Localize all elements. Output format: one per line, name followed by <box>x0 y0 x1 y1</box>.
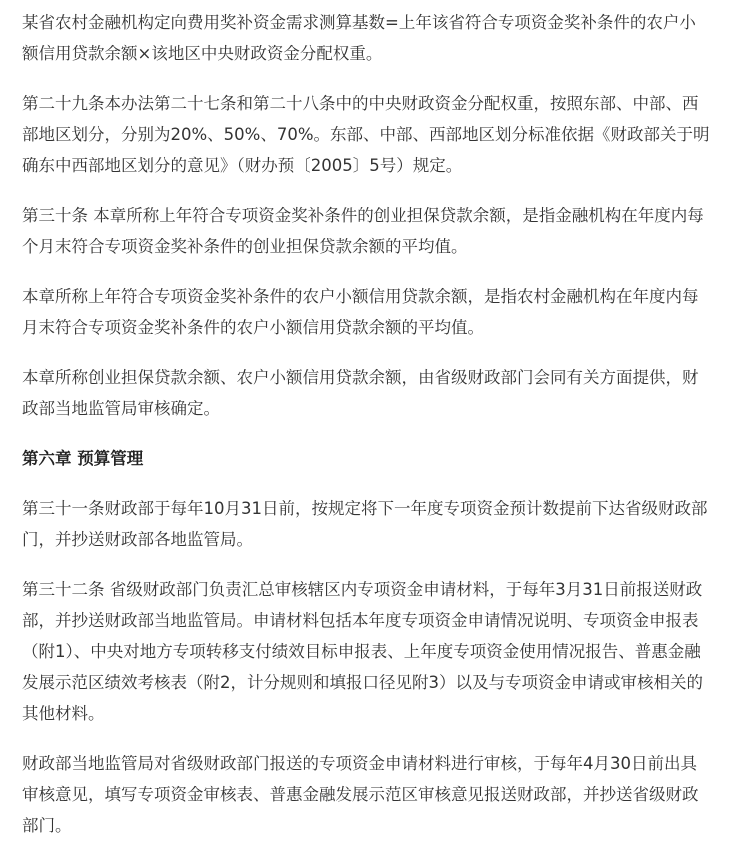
paragraph-audit-review: 财政部当地监管局对省级财政部门报送的专项资金申请材料进行审核，于每年4月30日前出具审核意见，填写专项资金审核表、普惠金融发展示范区审核意见报送财政部，并抄送省级财政部门。 <box>22 754 699 835</box>
paragraph-article-30: 第三十条 本章所称上年符合专项资金奖补条件的创业担保贷款余额，是指金融机构在年度内每个月末符合专项资金奖补条件的创业担保贷款余额的平均值。 <box>22 206 704 256</box>
paragraph-article-29: 第二十九条本办法第二十七条和第二十八条中的中央财政资金分配权重，按照东部、中部、西部地区划分，分别为20%、50%、70%。东部、中部、西部地区划分标准依据《财政部关于明确东中西部地区划分的意见》（财办预〔2005〕5号）规定。 <box>22 94 710 175</box>
paragraph-article-31: 第三十一条财政部于每年10月31日前，按规定将下一年度专项资金预计数提前下达省级财政部门，并抄送财政部各地监管局。 <box>22 499 708 549</box>
document-body <box>22 7 710 860</box>
paragraph-article-32: 第三十二条 省级财政部门负责汇总审核辖区内专项资金申请材料，于每年3月31日前报送财政部，并抄送财政部当地监管局。申请材料包括本年度专项资金申请情况说明、专项资金申报表（附1）、中央对地方专项转移支付绩效目标申报表、上年度专项资金使用情况报告、普惠金融发展示范区绩效考核表（附2，计分规则和填报口径见附3）以及与专项资金申请或审核相关的其他材料。 <box>22 580 703 723</box>
paragraph-farmer-loan-definition: 本章所称上年符合专项资金奖补条件的农户小额信用贷款余额，是指农村金融机构在年度内每月末符合专项资金奖补条件的农户小额信用贷款余额的平均值。 <box>22 287 699 337</box>
paragraph-demand-base: 某省农村金融机构定向费用奖补资金需求测算基数=上年该省符合专项资金奖补条件的农户小额信用贷款余额×该地区中央财政资金分配权重。 <box>22 13 696 63</box>
chapter-heading: 第六章 预算管理 <box>22 449 144 468</box>
paragraph-balance-confirmation: 本章所称创业担保贷款余额、农户小额信用贷款余额，由省级财政部门会同有关方面提供，财政部当地监管局审核确定。 <box>22 368 699 418</box>
